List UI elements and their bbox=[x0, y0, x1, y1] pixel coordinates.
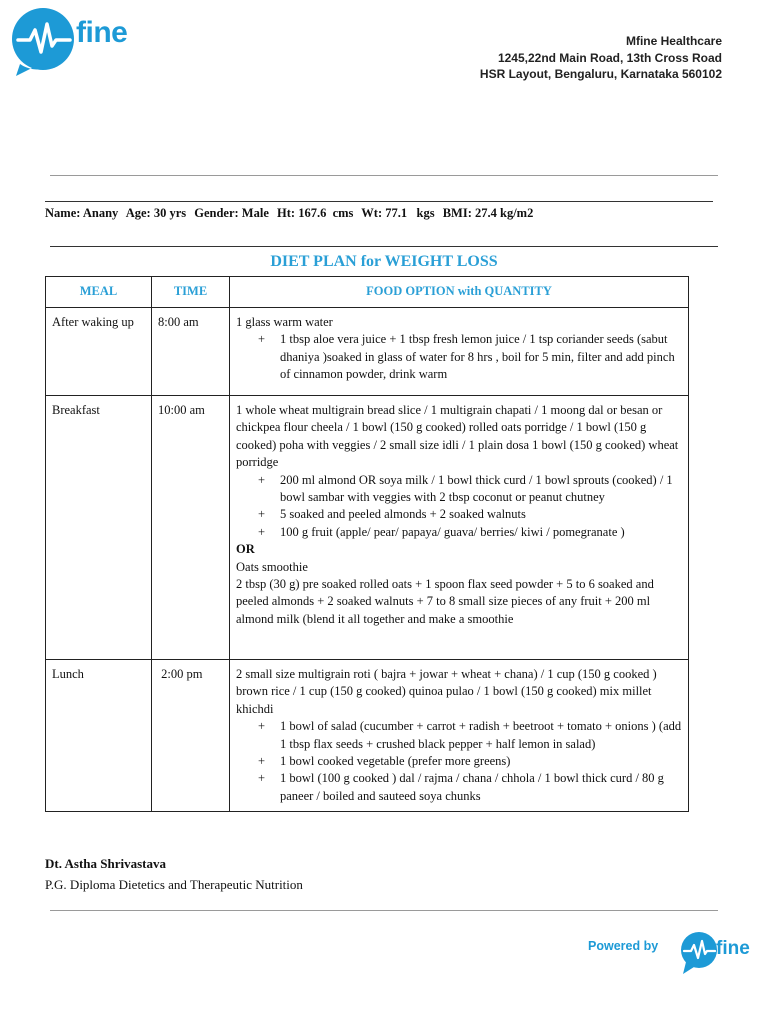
food-cell bbox=[230, 396, 689, 660]
address-line: HSR Layout, Bengaluru, Karnataka 560102 bbox=[479, 67, 722, 81]
divider bbox=[45, 201, 713, 202]
list-item bbox=[236, 472, 682, 507]
mfine-heartbeat-icon bbox=[680, 930, 720, 976]
plus-bullet: + bbox=[258, 472, 266, 487]
table-row bbox=[46, 308, 689, 396]
list-item-text: 1 bowl (100 g cooked ) dal / rajma / chana / chhola / 1 bowl thick curd / 80 g paneer / boiled and sauteed soya chunks bbox=[280, 771, 664, 803]
plan-title: DIET PLAN for WEIGHT LOSS bbox=[270, 253, 498, 270]
address-line: 1245,22nd Main Road, 13th Cross Road bbox=[497, 50, 722, 65]
meal-cell: Breakfast bbox=[46, 396, 152, 660]
plus-bullet: + bbox=[258, 524, 266, 539]
time-cell: 2:00 pm bbox=[152, 660, 230, 812]
address-line: Mfine Healthcare bbox=[625, 34, 722, 48]
or-separator: OR bbox=[236, 542, 255, 557]
list-item bbox=[236, 506, 682, 523]
plus-bullet: + bbox=[258, 771, 266, 786]
list-item bbox=[236, 331, 682, 383]
mfine-logo bbox=[10, 6, 150, 78]
divider bbox=[50, 910, 718, 911]
food-cell bbox=[230, 308, 689, 396]
food-cell bbox=[230, 660, 689, 812]
divider bbox=[50, 246, 718, 247]
plus-bullet: + bbox=[258, 332, 266, 347]
patient-bmi: BMI: 27.4 kg/m2 bbox=[442, 206, 534, 220]
alt-option-text: 2 tbsp (30 g) pre soaked rolled oats + 1 spoon flax seed powder + 5 to 6 soaked and peeled almonds + 2 soaked walnuts + 7 to 8 small size pieces of any fruit + 200 ml almond milk (blend it all together and make a smoothie bbox=[236, 577, 654, 626]
time-cell: 10:00 am bbox=[152, 396, 230, 660]
list-item bbox=[236, 753, 682, 770]
mfine-heartbeat-icon bbox=[10, 6, 86, 78]
plus-bullet: + bbox=[258, 719, 266, 734]
list-item-text: 100 g fruit (apple/ pear/ papaya/ guava/ berries/ kiwi / pomegranate ) bbox=[280, 524, 625, 539]
doctor-qualification: P.G. Diploma Dietetics and Therapeutic Nutrition bbox=[45, 877, 303, 892]
food-intro: 1 whole wheat multigrain bread slice / 1 multigrain chapati / 1 moong dal or besan or chickpea flour cheela / 1 bowl (150 g cooked) rolled oats porridge / 1 bowl (150 g cooked) poha with veggies / 2 small size idli / 1 plain dosa 1 bowl (150 g cooked) wheat porridge bbox=[236, 403, 679, 470]
logo-wordmark: fine bbox=[76, 16, 128, 49]
table-row bbox=[46, 396, 689, 660]
header-food: FOOD OPTION with QUANTITY bbox=[230, 277, 689, 308]
list-item bbox=[236, 524, 682, 541]
doctor-name: Dt. Astha Shrivastava bbox=[45, 856, 166, 871]
clinic-address bbox=[480, 33, 722, 83]
plus-bullet: + bbox=[258, 507, 266, 522]
list-item-text: 1 bowl of salad (cucumber + carrot + radish + beetroot + tomato + onions ) (add 1 tbsp flax seeds + crushed black pepper + half lemon in salad) bbox=[280, 719, 682, 751]
patient-age: Age: 30 yrs bbox=[125, 206, 187, 220]
list-item bbox=[236, 770, 682, 805]
header-time: TIME bbox=[152, 277, 230, 308]
list-item bbox=[236, 718, 682, 753]
food-intro: 1 glass warm water bbox=[236, 315, 333, 329]
meal-cell: After waking up bbox=[46, 308, 152, 396]
patient-details bbox=[45, 206, 538, 221]
plus-bullet: + bbox=[258, 754, 266, 769]
powered-by-label: Powered by bbox=[588, 939, 659, 953]
meal-cell: Lunch bbox=[46, 660, 152, 812]
logo-wordmark: fine bbox=[716, 938, 750, 959]
list-item-text: 1 tbsp aloe vera juice + 1 tbsp fresh lemon juice / 1 tsp coriander seeds (sabut dhaniya )soaked in glass of water for 8 hrs , boil for 5 min, filter and add pinch of cinnamon powder, drink warm bbox=[280, 332, 675, 382]
time-cell: 8:00 am bbox=[152, 308, 230, 396]
patient-gender: Gender: Male bbox=[194, 206, 269, 220]
table-header-row bbox=[46, 277, 689, 308]
alt-option-title: Oats smoothie bbox=[236, 559, 308, 574]
list-item-text: 5 soaked and peeled almonds + 2 soaked walnuts bbox=[280, 507, 526, 522]
food-intro: 2 small size multigrain roti ( bajra + jowar + wheat + chana) / 1 cup (150 g cooked ) brown rice / 1 cup (150 g cooked) quinoa pulao / 1 bowl (150 g cooked) mix millet khichdi bbox=[236, 667, 657, 716]
list-item-text: 200 ml almond OR soya milk / 1 bowl thick curd / 1 bowl sprouts (cooked) / 1 bowl sambar with veggies with 2 tbsp coconut or peanut chutney bbox=[280, 472, 673, 505]
patient-name: Name: Anany bbox=[45, 206, 119, 220]
header-meal: MEAL bbox=[46, 277, 152, 308]
divider bbox=[50, 175, 718, 176]
patient-weight: Wt: 77.1 kgs bbox=[361, 206, 435, 220]
list-item-text: 1 bowl cooked vegetable (prefer more greens) bbox=[280, 754, 511, 769]
footer-mfine-logo bbox=[680, 930, 756, 976]
patient-height: Ht: 167.6 cms bbox=[277, 206, 354, 220]
diet-plan-table bbox=[45, 276, 689, 812]
table-row bbox=[46, 660, 689, 812]
